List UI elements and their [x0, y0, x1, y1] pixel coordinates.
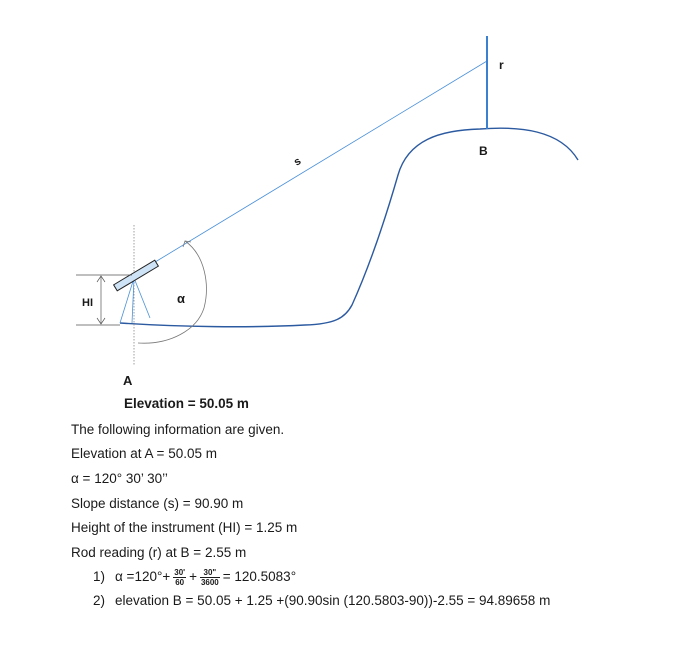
step2-text: elevation B = 50.05 + 1.25 +(90.90sin (120.5803-90))-2.55 = 94.89658 m	[115, 593, 551, 608]
given-height-instrument: Height of the instrument (HI) = 1.25 m	[71, 520, 298, 535]
step2-number: 2)	[93, 593, 106, 608]
given-elevation-a: Elevation at A = 50.05 m	[71, 446, 217, 461]
calc-step-2	[93, 593, 550, 608]
slope-line	[137, 61, 487, 273]
label-b: B	[479, 144, 488, 158]
given-slope-distance: Slope distance (s) = 90.90 m	[71, 496, 244, 511]
tripod-leg-right	[134, 278, 150, 318]
step1-prefix: α =120°+	[115, 569, 171, 585]
ground-profile	[120, 128, 578, 327]
given-rod-reading: Rod reading (r) at B = 2.55 m	[71, 545, 247, 560]
fraction-minutes-denominator: 60	[175, 578, 185, 587]
alpha-arrow	[183, 241, 191, 247]
fraction-seconds-numerator: 30"	[200, 568, 220, 578]
fraction-minutes-numerator: 30'	[174, 568, 186, 577]
label-hi: HI	[82, 297, 93, 309]
label-alpha: α	[177, 291, 185, 306]
label-s: s	[291, 155, 304, 169]
instrument-telescope	[114, 260, 159, 291]
alpha-arc	[138, 241, 206, 343]
fraction-seconds-denominator: 3600	[200, 578, 219, 587]
given-alpha: α = 120° 30’ 30’’	[71, 471, 168, 486]
step1-number: 1)	[93, 569, 106, 585]
calc-step-1	[93, 568, 296, 587]
step1-plus: +	[189, 569, 197, 585]
fraction-seconds	[200, 568, 220, 587]
step1-result: = 120.5083°	[222, 569, 297, 585]
label-r: r	[499, 58, 504, 72]
label-elevation-a: Elevation = 50.05 m	[124, 396, 249, 411]
fraction-minutes	[173, 568, 186, 587]
label-a: A	[123, 373, 133, 388]
given-intro: The following information are given.	[71, 422, 285, 437]
